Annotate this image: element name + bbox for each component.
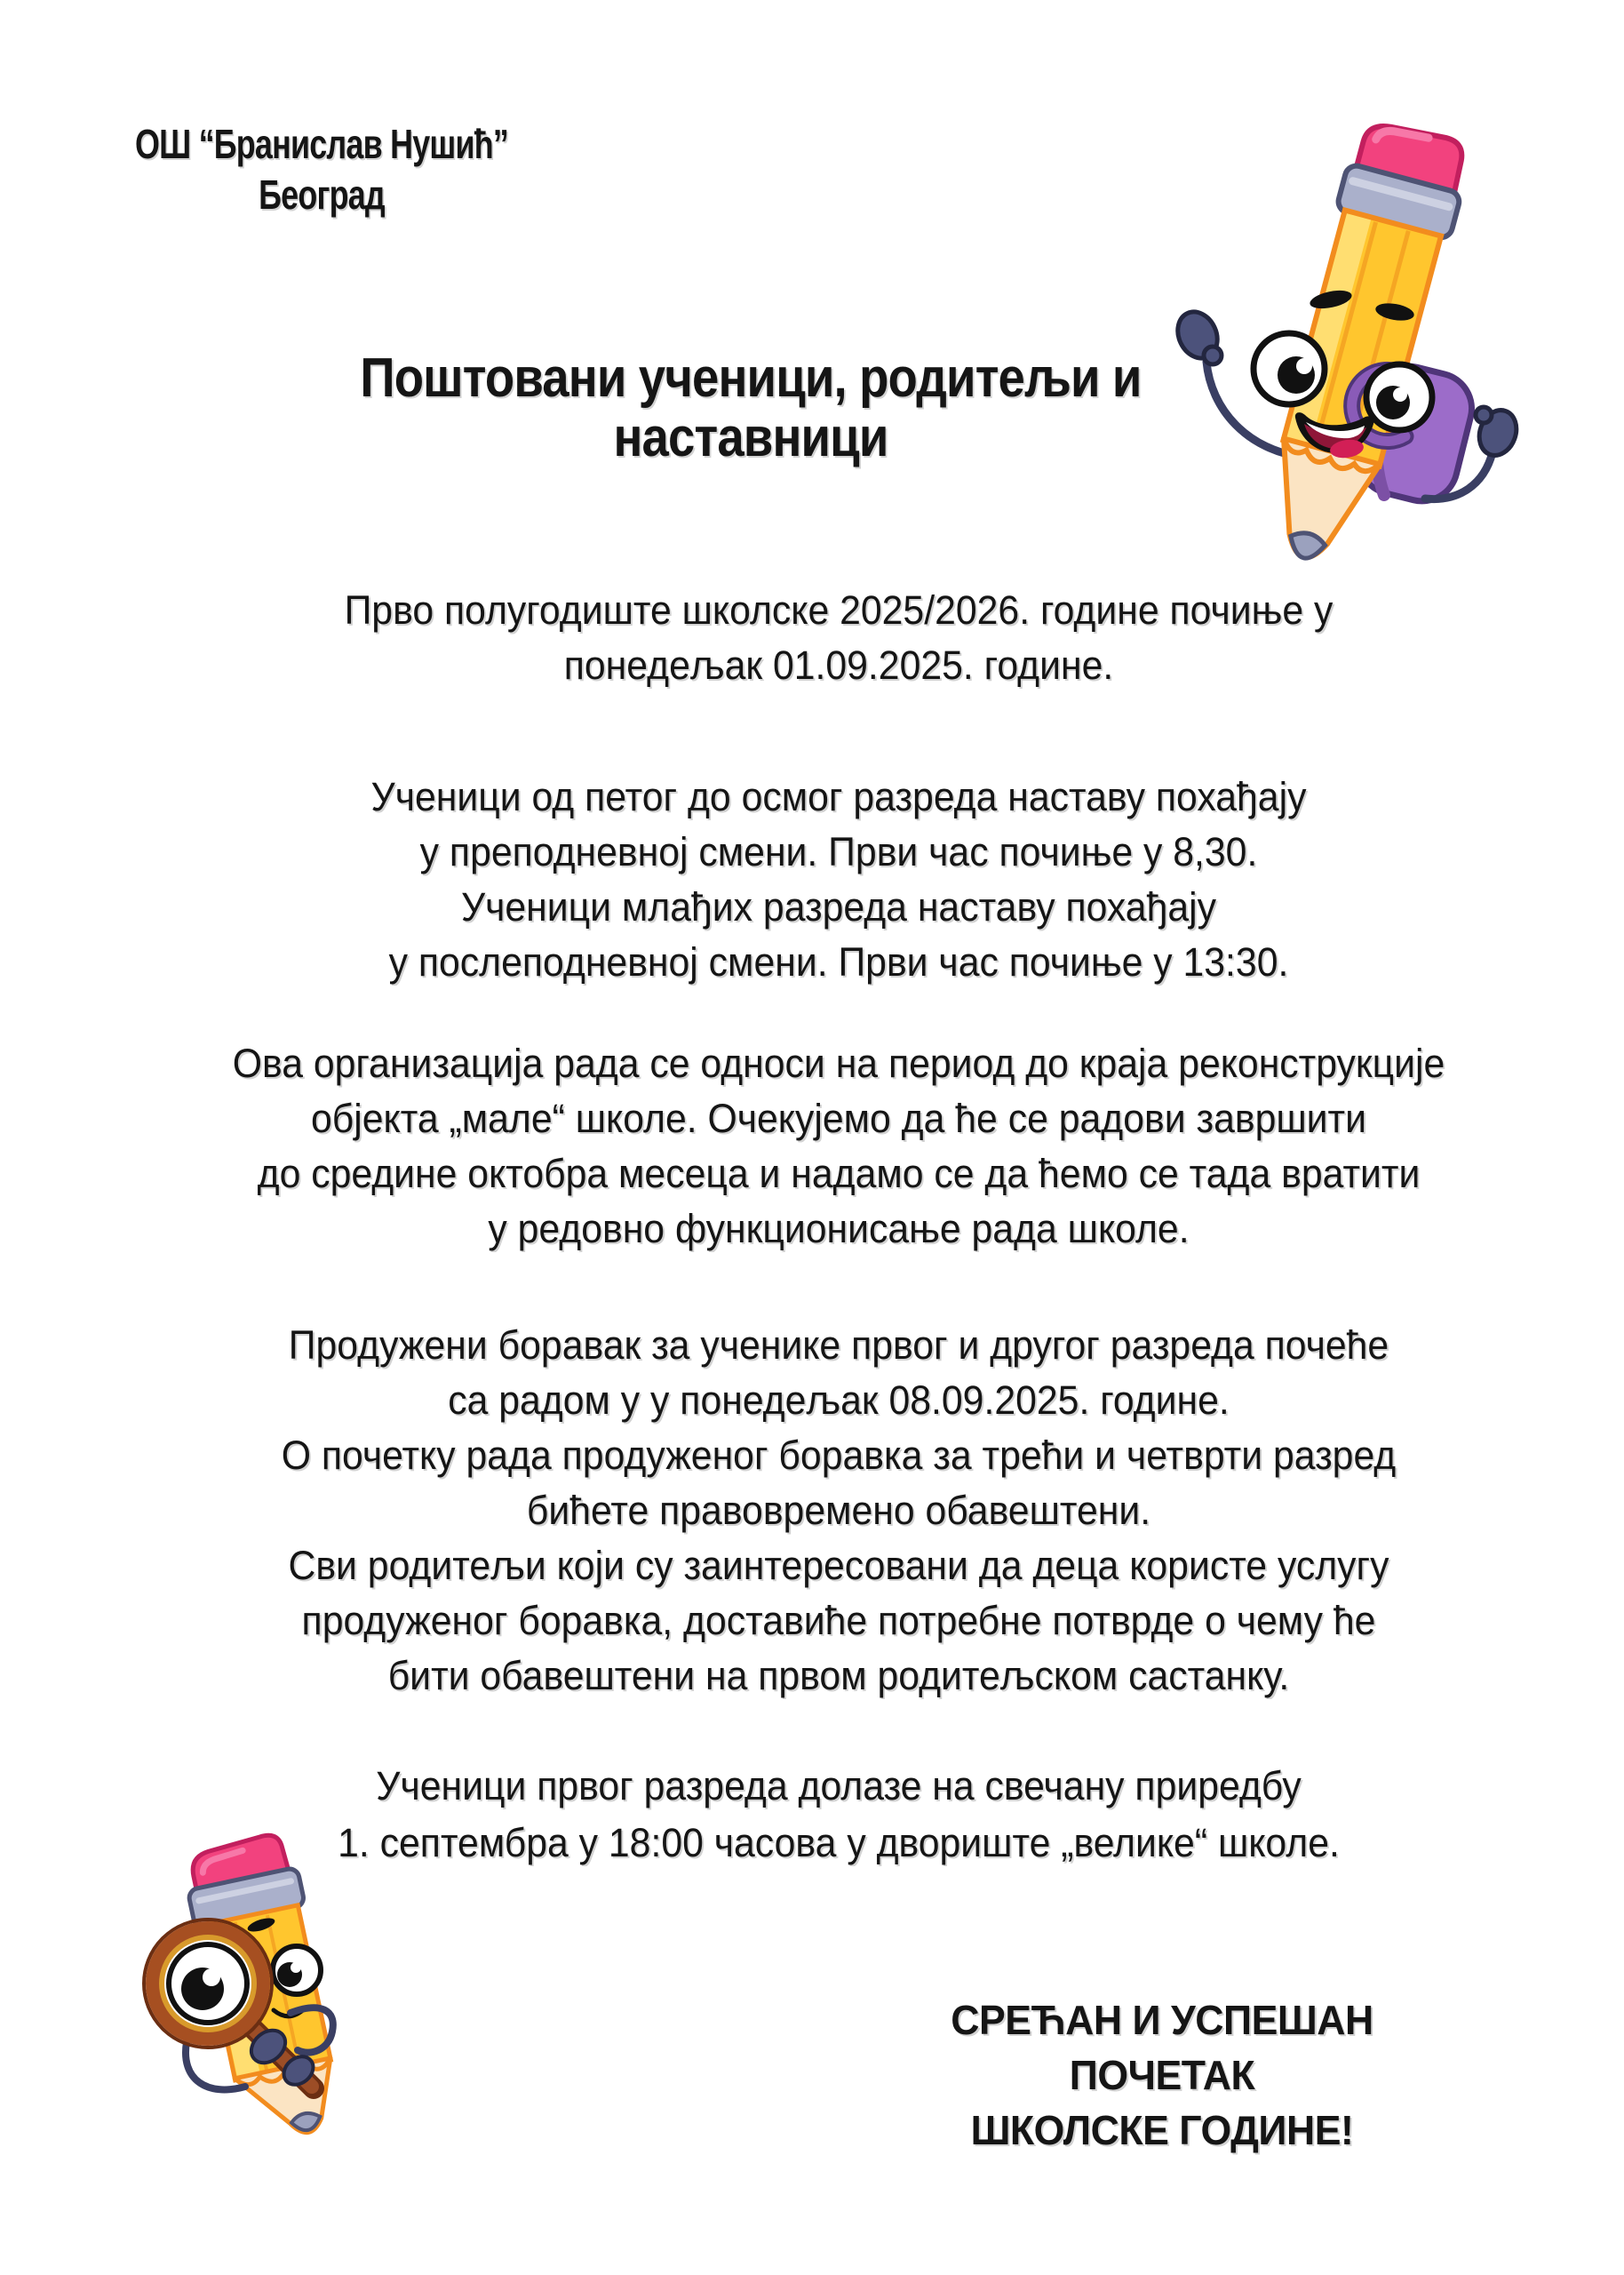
text-line: 1. септембра у 18:00 часова у двориште „велике“ школе. [338, 1820, 1340, 1865]
text-line: О почетку рада продуженог боравка за трећи и четврти разред [281, 1433, 1397, 1478]
text-line: Продужени боравак за ученике првог и другог разреда почеће [288, 1322, 1389, 1368]
paragraph-reconstruction [68, 1036, 1611, 1257]
text-line: са радом у у понедељак 08.09.2025. године. [448, 1377, 1230, 1423]
text-line: понедељак 01.09.2025. године. [563, 643, 1114, 688]
right-eye [1366, 364, 1432, 430]
school-header [135, 119, 508, 220]
text-line: у послеподневној смени. Први час почиње у 13:30. [388, 939, 1289, 985]
page-title [282, 348, 1220, 467]
text-line: у преподневној смени. Први час почиње у 8,30. [419, 829, 1258, 874]
text-line: Прво полугодиште школске 2025/2026. године почиње у [344, 587, 1333, 633]
school-city: Београд [259, 172, 385, 218]
paragraph-semester-start [68, 583, 1611, 693]
text-line: бићете правовремено обавештени. [526, 1488, 1151, 1533]
text-line: Ученици млађих разреда наставу похађају [460, 884, 1217, 930]
waving-pencil-mascot-icon [1171, 102, 1526, 618]
text-line: бити обавештени на првом родитељском састанку. [387, 1653, 1290, 1698]
text-line: објекта „мале“ школе. Очекујемо да ће се радови завршити [311, 1096, 1366, 1141]
magnifier-pencil-mascot-icon [102, 1831, 369, 2186]
text-line: Ученици од петог до осмог разреда наставу похађају [370, 774, 1307, 819]
magnified-eye [169, 1944, 247, 2023]
closing-line-2: ШКОЛСКЕ ГОДИНЕ! [970, 2107, 1354, 2153]
school-name: ОШ “Бранислав Нушић” [135, 121, 509, 167]
closing-line-1: СРЕЋАН И УСПЕШАН ПОЧЕТАК [951, 1997, 1373, 2098]
text-line: Ученици првог разреда долазе на свечану приредбу [376, 1763, 1302, 1808]
left-eye [1254, 333, 1325, 404]
right-eye [273, 1946, 321, 1994]
closing-message [861, 1992, 1464, 2158]
title-line-1: Поштовани ученици, родитељи [360, 347, 1100, 409]
paragraph-extended-stay [68, 1318, 1611, 1704]
text-line: до средине октобра месеца и надамо се да ћемо се тада вратити [257, 1151, 1421, 1196]
title-line-2: и наставници [613, 347, 1142, 468]
text-line: продуженог боравка, доставиће потребне потврде о чему ће [301, 1598, 1376, 1643]
text-line: Ова организација рада се односи на период до краја реконструкције [232, 1041, 1445, 1086]
text-line: у редовно функционисање рада школе. [488, 1206, 1190, 1251]
paragraph-shifts [68, 770, 1611, 990]
text-line: Сви родитељи који су заинтересовани да деца користе услугу [288, 1543, 1389, 1588]
